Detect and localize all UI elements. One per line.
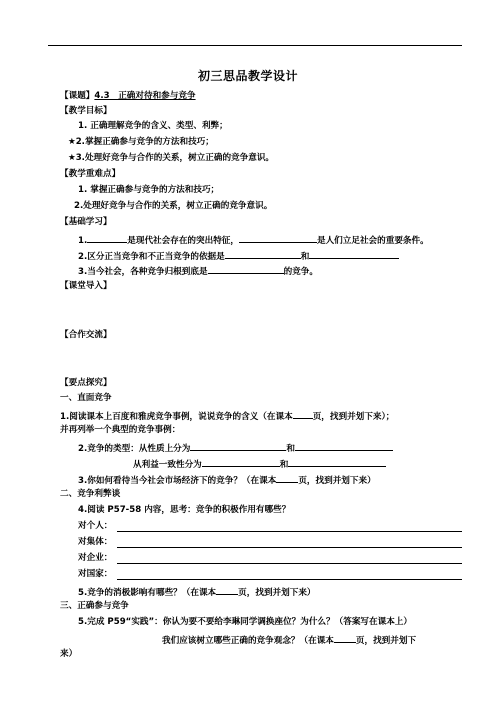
answer-blank[interactable] bbox=[208, 264, 284, 274]
benefit-label: 对国家： bbox=[78, 569, 113, 579]
explore-q2b: 从利益一致性分为 和 bbox=[133, 457, 386, 471]
benefit-label: 对集体： bbox=[78, 537, 113, 547]
answer-blank[interactable] bbox=[334, 633, 356, 643]
basic-q1: 1. 是现代社会存在的突出特征， 是人们立足社会的重要条件。 bbox=[78, 233, 429, 247]
answer-blank[interactable] bbox=[288, 457, 386, 467]
answer-blank[interactable] bbox=[216, 585, 238, 595]
answer-blank[interactable] bbox=[293, 409, 313, 419]
answer-blank[interactable] bbox=[239, 233, 317, 243]
answer-line[interactable] bbox=[117, 563, 462, 564]
explore-s3-q5b-cont: 来） bbox=[60, 649, 78, 659]
section-title: 三、正确参与竞争 bbox=[60, 601, 129, 611]
answer-blank[interactable] bbox=[87, 233, 127, 243]
cooperation-header: 【合作交流】 bbox=[60, 330, 112, 340]
explore-q3: 3.你如何看待当今社会市场经济下的竞争？（在课本 页，找到并划下来） bbox=[78, 473, 376, 487]
goal-item: 1. 正确理解竞争的含义、类型、利弊； bbox=[78, 121, 228, 131]
answer-line[interactable] bbox=[117, 547, 462, 548]
basic-q3: 3.当今社会，各种竞争归根到底是 的竞争。 bbox=[78, 264, 318, 278]
intro-header: 【课堂导入】 bbox=[60, 281, 112, 291]
explore-q5: 5.竞争的消极影响有哪些？（在课本 页，找到并划下来） bbox=[78, 585, 316, 599]
basic-q2: 2.区分正当竞争和不正当竞争的依据是 和 bbox=[78, 249, 399, 263]
basic-header: 【基础学习】 bbox=[60, 217, 112, 227]
goal-item: ★2.掌握正确参与竞争的方法和技巧； bbox=[68, 137, 214, 147]
answer-blank[interactable] bbox=[309, 249, 399, 259]
keypoint-item: 2.处理好竞争与合作的关系，树立正确的竞争意识。 bbox=[74, 201, 273, 211]
section-title: 一、直面竞争 bbox=[60, 393, 112, 403]
topic-line bbox=[60, 91, 196, 102]
answer-blank[interactable] bbox=[295, 441, 393, 451]
goals-header: 【教学目标】 bbox=[60, 106, 112, 116]
answer-blank[interactable] bbox=[276, 473, 298, 483]
topic-label: 【课题】 bbox=[60, 91, 95, 101]
explore-q2: 2.竞争的类型：从性质上分为 和 bbox=[78, 441, 393, 455]
benefit-label: 对企业： bbox=[78, 553, 113, 563]
explore-header: 【要点探究】 bbox=[60, 378, 112, 388]
answer-blank[interactable] bbox=[190, 441, 286, 451]
keypoints-header: 【教学重难点】 bbox=[60, 169, 121, 179]
answer-blank[interactable] bbox=[225, 249, 301, 259]
answer-blank[interactable] bbox=[202, 457, 280, 467]
benefit-label: 对个人： bbox=[78, 521, 113, 531]
explore-q1: 1.阅读课本上百度和雅虎竞争事例，说说竞争的含义（在课本 页，找到并划下来）； bbox=[60, 409, 394, 423]
explore-s3-q5b: 我们应该树立哪些正确的竞争观念？（在课本 页，找到并划下 bbox=[162, 633, 416, 647]
topic-value: 4.3 正确对待和参与竞争 bbox=[94, 91, 196, 101]
section-title: 二、竞争利弊谈 bbox=[60, 489, 121, 499]
explore-q4: 4.阅读 P57-58 内容，思考：竞争的积极作用有哪些？ bbox=[78, 505, 291, 515]
answer-line[interactable] bbox=[117, 579, 462, 580]
page-title: 初三思品教学设计 bbox=[197, 69, 298, 83]
explore-q1-line2: 并再列举一个典型的竞争事例： bbox=[60, 425, 181, 435]
keypoint-item: 1. 掌握正确参与竞争的方法和技巧； bbox=[78, 185, 220, 195]
explore-s3-q5: 5.完成 P59“实践”：你认为要不要给李琳同学调换座位？为什么？（答案写在课本上） bbox=[78, 617, 412, 627]
answer-line[interactable] bbox=[117, 531, 462, 532]
goal-item: ★3.处理好竞争与合作的关系，树立正确的竞争意识。 bbox=[68, 153, 275, 163]
header-rule bbox=[48, 45, 462, 46]
